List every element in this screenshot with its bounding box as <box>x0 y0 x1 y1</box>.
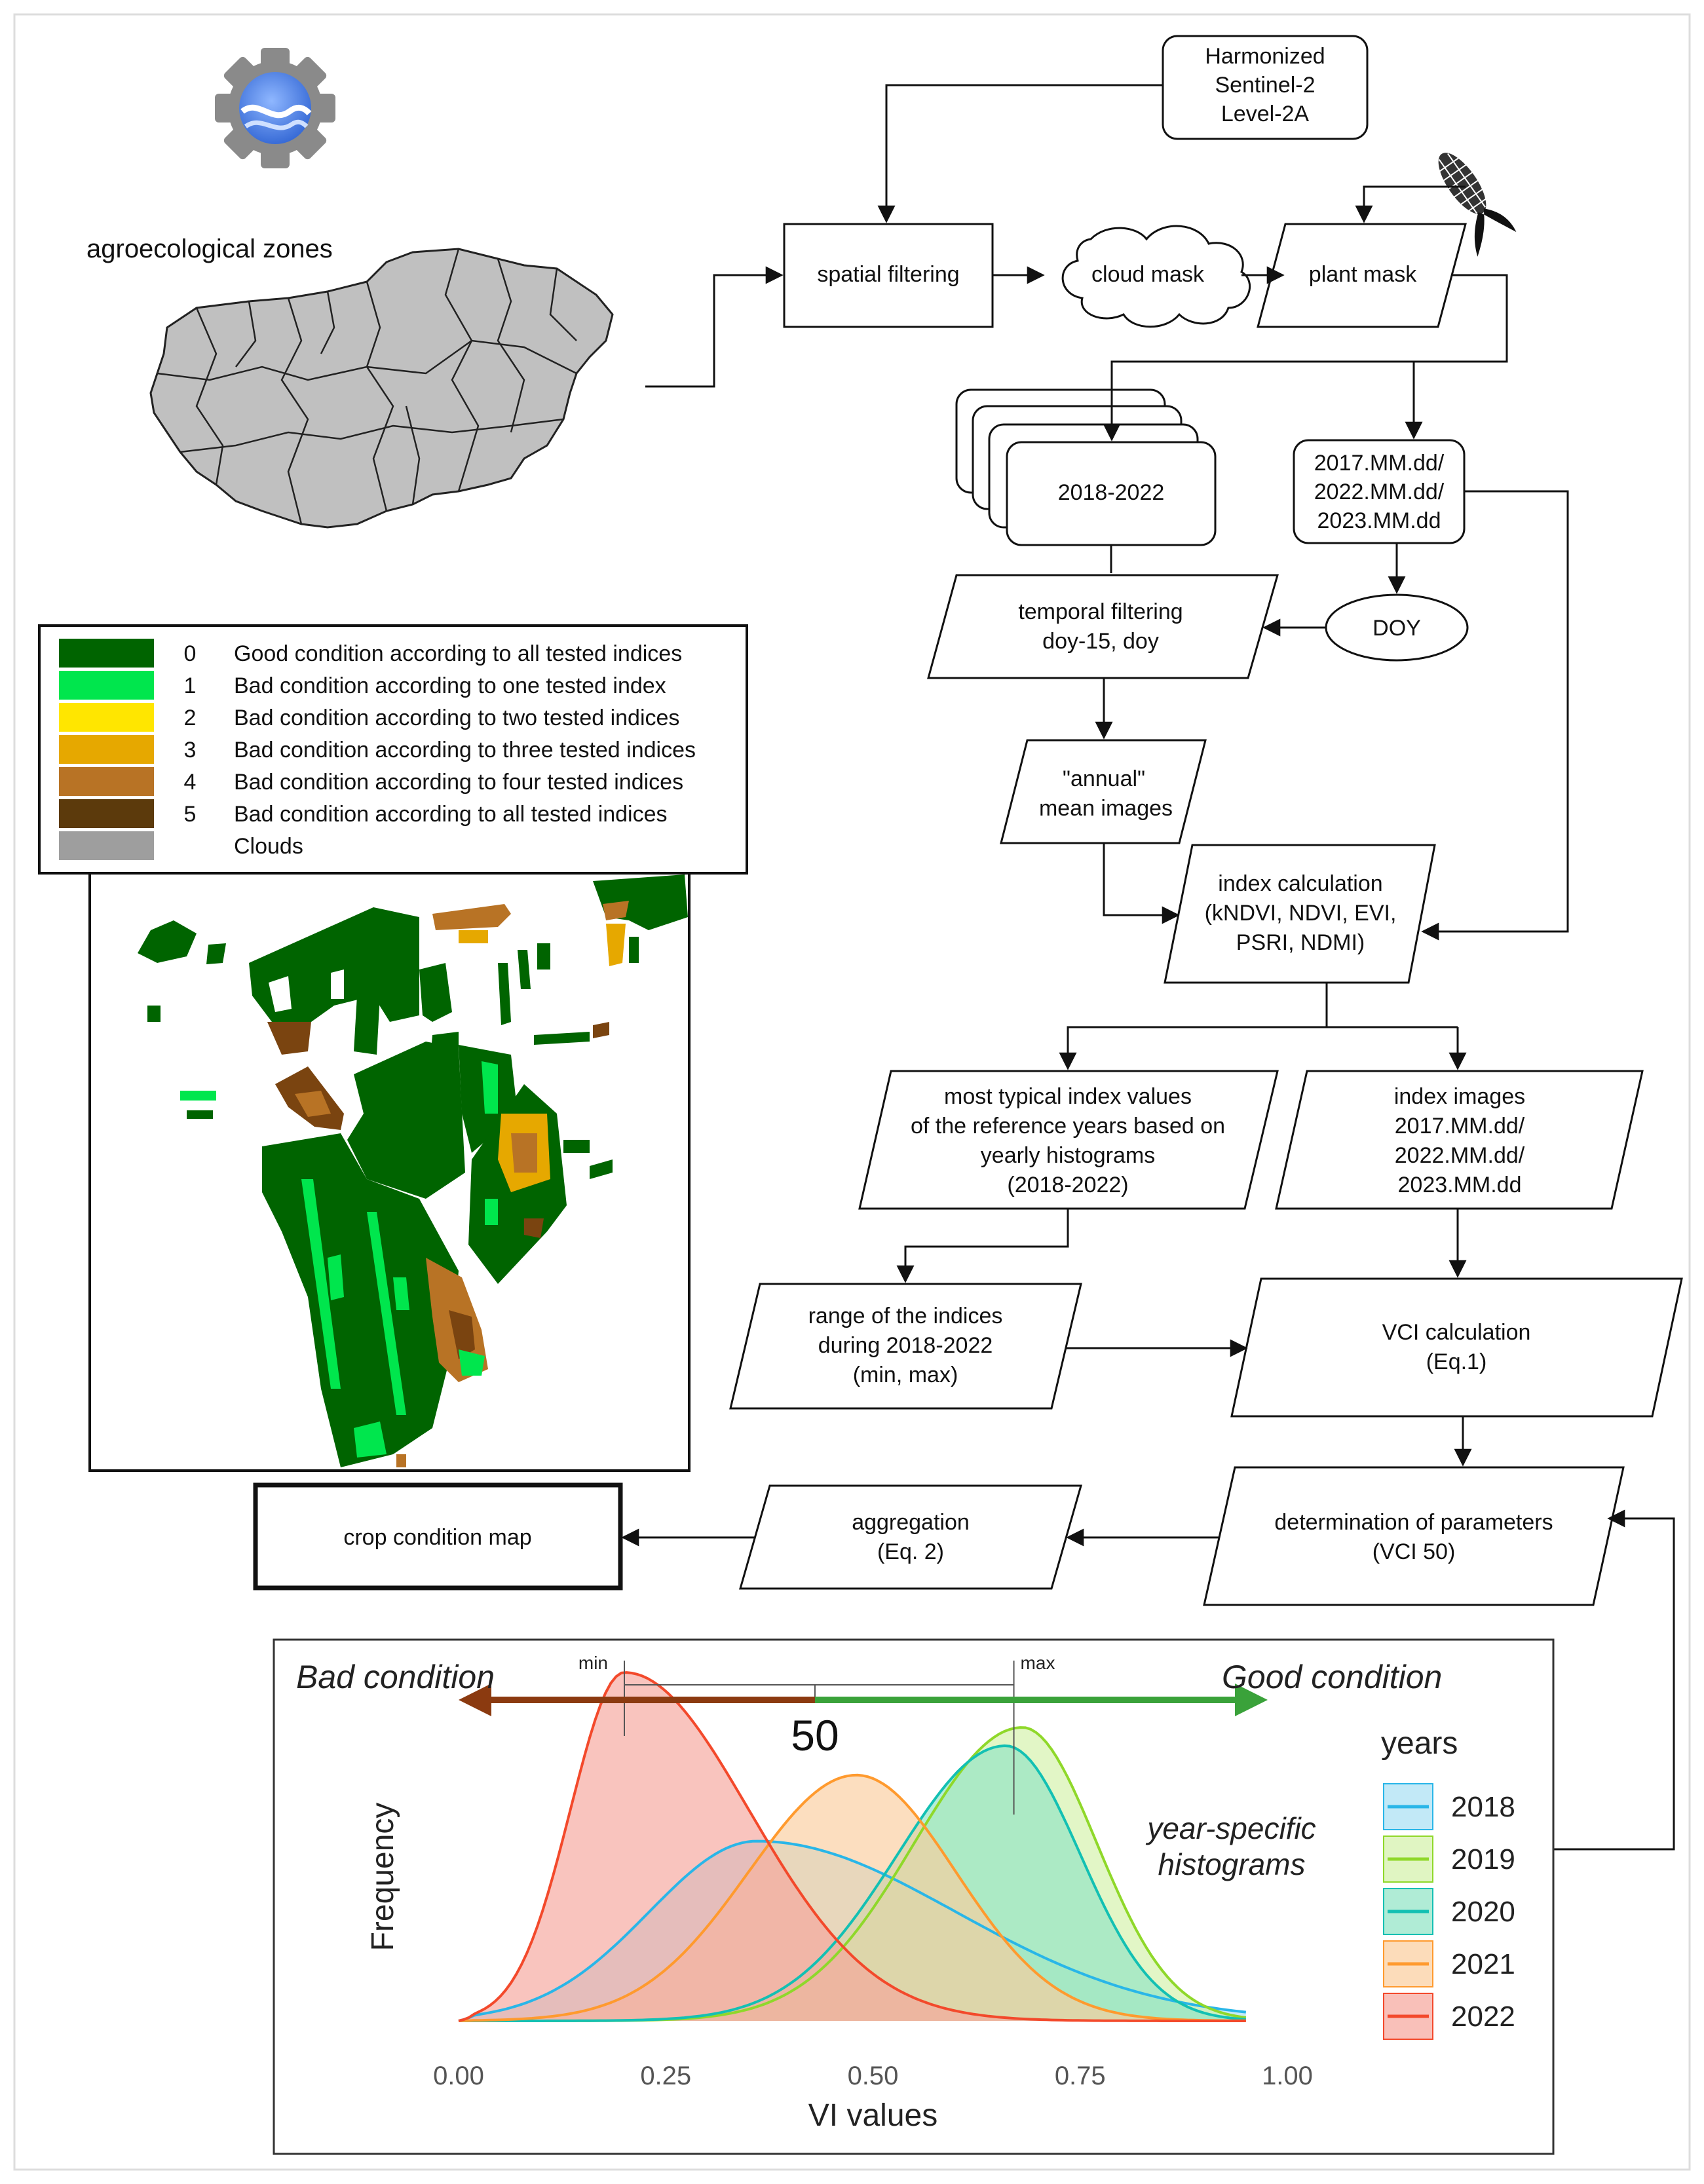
min-label: min <box>578 1653 608 1673</box>
hist-annotation-2: histograms <box>1158 1847 1306 1881</box>
legend-year-2018: 2018 <box>1451 1791 1515 1823</box>
legend-label-5: Bad condition according to all tested indices <box>234 802 668 827</box>
index-line-1: index calculation <box>1218 871 1383 896</box>
index-images-line-3: 2022.MM.dd/ <box>1394 1143 1525 1168</box>
dates-line-3: 2023.MM.dd <box>1317 508 1441 533</box>
x-tick-3: 0.75 <box>1054 2062 1106 2090</box>
typical-line-1: most typical index values <box>944 1084 1192 1109</box>
index-images-line-1: index images <box>1393 1084 1526 1109</box>
temporal-line-2: doy-15, doy <box>1042 629 1159 654</box>
x-axis-label: VI values <box>808 2098 938 2133</box>
legend-year-2020: 2020 <box>1451 1896 1515 1928</box>
legend-code-5: 5 <box>183 802 197 827</box>
source-line-3: Level-2A <box>1221 102 1310 126</box>
legend-year-2021: 2021 <box>1451 1948 1515 1980</box>
typical-line-2: of the reference years based on <box>910 1114 1226 1139</box>
annual-mean-box <box>1001 740 1205 843</box>
source-line-2: Sentinel-2 <box>1215 73 1316 98</box>
parameters-box <box>1204 1467 1623 1605</box>
legend-label-2: Bad condition according to two tested indices <box>234 706 680 730</box>
index-images-line-2: 2017.MM.dd/ <box>1394 1114 1525 1139</box>
plant-mask-label: plant mask <box>1308 262 1417 287</box>
vci-line-2: (Eq.1) <box>1426 1349 1487 1374</box>
aggregation-line-1: aggregation <box>852 1510 970 1535</box>
dates-line-2: 2022.MM.dd/ <box>1314 480 1445 504</box>
x-tick-2: 0.50 <box>847 2062 899 2090</box>
annual-line-2: mean images <box>1038 796 1173 821</box>
aggregation-box <box>740 1486 1081 1589</box>
spatial-filtering-label: spatial filtering <box>817 262 960 287</box>
index-images-line-4: 2023.MM.dd <box>1397 1173 1522 1197</box>
range-line-1: range of the indices <box>808 1304 1003 1328</box>
x-tick-4: 1.00 <box>1262 2062 1313 2090</box>
legend-swatch-4 <box>59 767 154 796</box>
doy-label: DOY <box>1373 616 1421 641</box>
vci-box <box>1232 1279 1682 1416</box>
cloud-mask-label: cloud mask <box>1091 262 1204 287</box>
legend-year-2019: 2019 <box>1451 1843 1515 1875</box>
typical-line-3: yearly histograms <box>980 1143 1156 1168</box>
range-line-2: during 2018-2022 <box>818 1333 993 1358</box>
typical-line-4: (2018-2022) <box>1007 1173 1129 1197</box>
years-legend-title: years <box>1381 1726 1458 1761</box>
hist-annotation-1: year-specific <box>1147 1811 1316 1845</box>
legend-label-4: Bad condition according to four tested indices <box>234 770 684 795</box>
legend-swatch-6 <box>59 831 154 860</box>
index-line-3: PSRI, NDMI) <box>1236 930 1365 955</box>
x-tick-0: 0.00 <box>433 2062 484 2090</box>
aggregation-line-2: (Eq. 2) <box>877 1539 945 1564</box>
parameters-line-1: determination of parameters <box>1274 1510 1553 1535</box>
y-axis-label: Frequency <box>366 1802 400 1951</box>
crop-map-label: crop condition map <box>343 1525 532 1550</box>
legend-label-0: Good condition according to all tested indices <box>234 641 683 666</box>
temporal-line-1: temporal filtering <box>1018 599 1183 624</box>
legend-code-2: 2 <box>183 706 197 730</box>
legend-code-1: 1 <box>183 673 197 698</box>
legend-code-4: 4 <box>183 770 197 795</box>
legend-label-1: Bad condition according to one tested index <box>234 673 666 698</box>
vci-line-1: VCI calculation <box>1382 1320 1531 1345</box>
legend-code-3: 3 <box>183 738 197 763</box>
legend-label-3: Bad condition according to three tested indices <box>234 738 696 763</box>
legend-swatch-2 <box>59 703 154 732</box>
range-line-3: (min, max) <box>852 1363 958 1387</box>
good-condition-label: Good condition <box>1222 1659 1443 1695</box>
parameters-line-2: (VCI 50) <box>1372 1539 1456 1564</box>
x-tick-1: 0.25 <box>640 2062 692 2090</box>
mid-label: 50 <box>791 1711 839 1760</box>
index-line-2: (kNDVI, NDVI, EVI, <box>1204 901 1397 926</box>
annual-line-1: "annual" <box>1062 766 1146 791</box>
legend-code-0: 0 <box>183 641 197 666</box>
years-stack-label: 2018-2022 <box>1057 480 1165 505</box>
legend-swatch-1 <box>59 671 154 700</box>
hungary-map-icon <box>151 249 613 527</box>
bad-condition-label: Bad condition <box>296 1659 495 1695</box>
legend-swatch-0 <box>59 639 154 668</box>
legend-year-2022: 2022 <box>1451 2001 1515 2033</box>
source-line-1: Harmonized <box>1205 44 1325 69</box>
zones-label: agroecological zones <box>86 235 333 263</box>
legend-swatch-3 <box>59 735 154 764</box>
gear-icon <box>215 48 335 168</box>
temporal-filtering-box <box>928 575 1278 678</box>
legend-swatch-5 <box>59 799 154 828</box>
max-label: max <box>1020 1653 1055 1673</box>
dates-line-1: 2017.MM.dd/ <box>1314 451 1445 476</box>
legend-label-6: Clouds <box>234 834 303 859</box>
